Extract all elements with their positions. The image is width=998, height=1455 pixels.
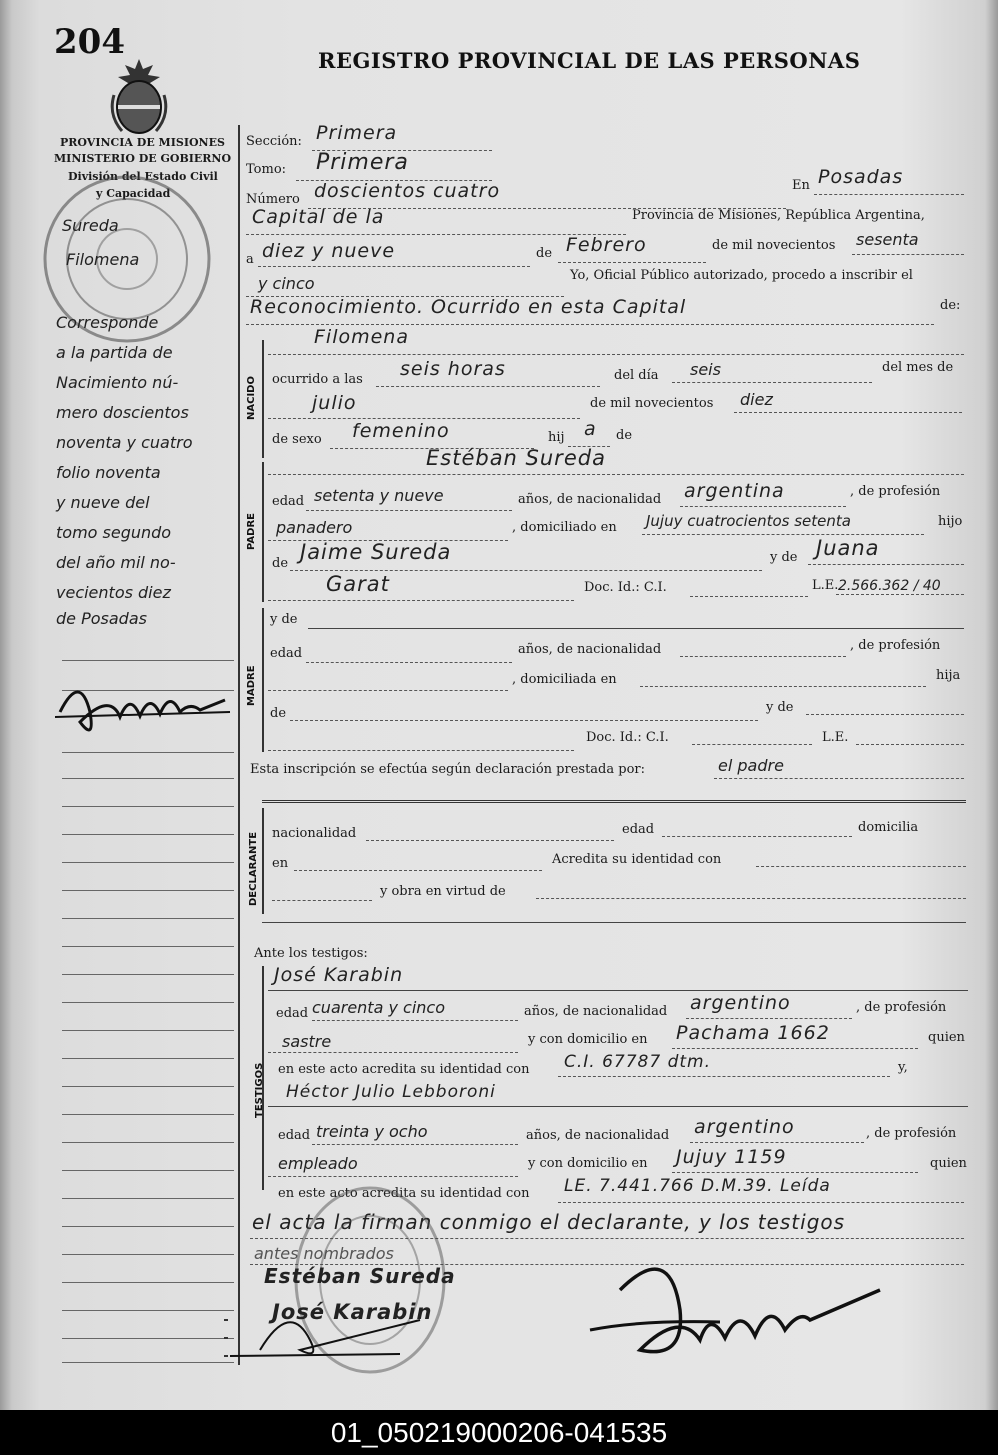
margin-rule [62,1058,234,1059]
margin-rule [62,1338,234,1339]
hij-label: hij [548,430,565,445]
padre-doc-rule [690,596,808,597]
testigo2-edad-value: treinta y ocho [316,1122,428,1141]
sexo-value: femenino [352,420,450,442]
padre-dom-label: , domiciliado en [512,520,617,535]
margin-rule [62,1362,234,1363]
seccion-label: Sección: [246,134,302,149]
madre-edad-label: edad [270,646,303,661]
margin-rule [62,1002,234,1003]
madre-extra-rule [268,750,574,751]
madre-nombre-rule [308,628,964,629]
numero-label: Número [246,192,300,207]
margin-note-line: tomo segundo [56,523,172,542]
margin-rule [62,1198,234,1199]
padre-edad-label: edad [272,494,305,509]
margin-rule [62,946,234,947]
testigo1-prof-label: , de profesión [856,1000,947,1015]
madre-doc-rule [692,744,812,745]
document-id-footer: 01_050219000206-041535 [0,1410,998,1455]
madre-nac-rule [680,656,846,657]
testigo1-prof-value: sastre [282,1032,332,1051]
en-label: En [792,178,810,193]
declarante-bracket [262,808,264,914]
madre-le-rule [856,744,964,745]
testigo2-nombre: Héctor Julio Lebboroni [286,1082,496,1102]
dia-nac-rule [672,382,872,383]
dia-value: diez y nueve [262,240,396,262]
hij-de-label: de [616,428,633,443]
registry-title: REGISTRO PROVINCIAL DE LAS PERSONAS [318,48,861,73]
nacido-nombre: Filomena [314,326,409,348]
numero-value: doscientos cuatro [314,180,501,202]
nacido-section-label: NACIDO [246,376,257,420]
testigo1-nac-value: argentino [690,992,791,1014]
margin-note-line: y nueve del [56,493,150,512]
mes-nac-label: del mes de [882,360,954,375]
margin-rule [62,660,234,661]
abuela-rule [808,564,964,565]
margin-rule [62,1310,234,1311]
mes-nac-rule [268,418,580,419]
declarante-edad-rule [662,836,852,837]
nacido-bracket [262,340,264,458]
nacido-nombre-rule [268,354,964,355]
margin-rule [62,834,234,835]
declaracion-text: Esta inscripción se efectúa según declaración prestada por: [250,762,645,777]
en-rule [814,194,964,195]
declarante-nac-label: nacionalidad [272,826,357,841]
declarante-obra-rule [536,898,966,899]
padre-nac-rule [680,506,846,507]
testigo2-nac-rule [690,1142,864,1143]
sexo-label: de sexo [272,432,322,447]
testigo1-prof-rule [268,1052,518,1053]
margin-rule [62,862,234,863]
ministry-header: MINISTERIO DE GOBIERNO [54,152,232,165]
tomo-value: Primera [316,150,409,175]
abuela-value: Juana [816,536,880,560]
de-label: de [536,246,553,261]
a-label: a [246,252,254,267]
testigo2-dom-label: y con domicilio en [528,1156,648,1171]
testigo2-prof-value: empleado [278,1154,358,1173]
testigo2-nac-value: argentino [694,1116,795,1138]
padre-hijo-label: hijo [938,514,963,529]
oficial-text: Yo, Oficial Público autorizado, procedo a inscribir el [570,268,913,283]
padre-prof-value: panadero [276,518,353,537]
inscribir-value: Reconocimiento. Ocurrido en esta Capital [250,296,687,318]
margin-note-line: de Posadas [56,609,147,628]
testigo1-edad-value: cuarenta y cinco [312,998,445,1017]
coat-of-arms-emblem [108,55,170,137]
page-number: 204 [54,22,125,62]
declaracion-double-rule [262,800,966,803]
testigos-section-label: TESTIGOS [254,1062,265,1118]
dia-rule [258,266,530,267]
mes-rule [558,262,706,263]
testigo1-acredita-label: en este acto acredita su identidad con [278,1062,530,1077]
mil-label: de mil novecientos [590,396,714,411]
madre-yde-label: y de [270,612,298,627]
madre-bracket [262,608,264,752]
padre-nac-value: argentina [684,480,785,502]
declarante-acredita-label: Acredita su identidad con [552,852,722,867]
declarante-en-rule [294,870,542,871]
padre-section-label: PADRE [246,513,257,550]
declaracion-por-value: el padre [718,756,784,775]
madre-doc-label: Doc. Id.: C.I. [586,730,669,745]
margin-rule [62,918,234,919]
testigo2-edad-rule [312,1144,518,1145]
lugar-value: Capital de la [252,206,385,228]
de-colon-label: de: [940,298,961,313]
madre-prof-label: , de profesión [850,638,941,653]
testigo1-edad-rule [312,1020,518,1021]
testigo2-edad-label: edad [278,1128,311,1143]
division-header: División del Estado Civil [68,170,218,183]
hij-value: a [584,418,597,440]
declaracion-rule [714,778,964,779]
madre-de-label: de [270,706,287,721]
hora-value: seis horas [400,358,506,380]
testigo2-prof-label: , de profesión [866,1126,957,1141]
declarante-nac-rule [366,840,614,841]
declarante-section-label: DECLARANTE [248,831,259,906]
madre-nac-label: años, de nacionalidad [518,642,662,657]
anio-nac-value: diez [740,390,773,409]
margin-rule [62,1254,234,1255]
margin-rule [62,1030,234,1031]
declarante-signature: Estéban Sureda [264,1264,456,1288]
hora-rule [376,386,600,387]
madre-yde2-rule [806,714,964,715]
testigo1-quien-label: quien [928,1030,965,1045]
margin-note-line: folio noventa [56,463,161,482]
abuela-apellido-value: Garat [326,572,390,596]
declarante-acredita-rule [756,866,966,867]
inscribir-rule [246,324,934,325]
testigo1-doc-rule [558,1076,890,1077]
padre-nombre-value: Estéban Sureda [426,446,606,470]
declarante-en-label: en [272,856,289,871]
testigo2-quien-label: quien [930,1156,967,1171]
madre-edad-rule [306,662,512,663]
testigo2-dom-rule [672,1172,918,1173]
dia-nac-label: del día [614,368,659,383]
testigo1-dom-rule [672,1048,918,1049]
anio-nac-rule [734,412,962,413]
testigo1-nombre: José Karabin [274,964,404,986]
padre-le-value: 2.566.362 / 40 [838,578,941,594]
madre-prof-rule [268,690,508,691]
madre-dom-label: , domiciliada en [512,672,617,687]
testigo1-y-label: y, [898,1060,908,1075]
padre-yde-label: y de [770,550,798,565]
margin-note-line: vecientos diez [56,583,171,602]
margin-rule [62,890,234,891]
province-header: PROVINCIA DE MISIONES [60,136,225,149]
madre-de-rule [290,720,758,721]
testigo1-dom-value: Pachama 1662 [676,1022,830,1044]
anio-label: de mil novecientos [712,238,836,253]
padre-prof-label: , de profesión [850,484,941,499]
margin-rule [62,752,234,753]
declarante-dom-label: domicilia [858,820,919,835]
margin-rule [62,1226,234,1227]
margin-note-line: Nacimiento nú- [56,373,179,392]
padre-doc-label: Doc. Id.: C.I. [584,580,667,595]
padre-edad-rule [306,510,512,511]
declarante-edad-label: edad [622,822,655,837]
abuela-apellido-rule [268,600,574,601]
margin-note-line: mero doscientos [56,403,189,422]
declarante-extra-rule [272,900,372,901]
testigo2-prof-rule [268,1176,518,1177]
ante-testigos-label: Ante los testigos: [254,946,368,961]
dia-nac-value: seis [690,360,721,379]
anio2-value: y cinco [258,274,315,293]
margin-rule [62,1086,234,1087]
signature-scribble [220,1280,480,1370]
anio-value: sesenta [856,230,919,249]
padre-edad-value: setenta y nueve [314,486,444,505]
en-value: Posadas [818,166,904,188]
margin-note-line: a la partida de [56,343,173,362]
testigo1-nac-rule [686,1018,852,1019]
madre-dom-rule [640,686,926,687]
margin-rule [62,1142,234,1143]
testigo2-nac-label: años, de nacionalidad [526,1128,670,1143]
tomo-label: Tomo: [246,162,287,177]
mes-value: Febrero [566,234,647,256]
testigo2-nombre-rule [268,1106,968,1107]
margin-rule [62,1114,234,1115]
testigo2-dom-value: Jujuy 1159 [676,1146,787,1168]
madre-yde2-label: y de [766,700,794,715]
padre-nombre-rule [268,474,964,475]
ocurrido-label: ocurrido a las [272,372,363,387]
margin-rule [62,806,234,807]
testigo2-acredita-label: en este acto acredita su identidad con [278,1186,530,1201]
testigo1-nombre-rule [268,990,968,991]
padre-le-rule [836,594,964,595]
closing-text: el acta la firman conmigo el declarante, y los testigos [252,1210,846,1234]
testigo1-nac-label: años, de nacionalidad [524,1004,668,1019]
testigo1-edad-label: edad [276,1006,309,1021]
margin-note-line: Sureda [62,216,119,235]
mes-nac-value: julio [312,392,357,414]
provincia-text: Provincia de Misiones, República Argentina, [632,208,925,223]
declarante-obra-label: y obra en virtud de [380,884,506,899]
seccion-value: Primera [316,122,398,144]
declarante-end-rule [262,922,966,923]
officer-signature-margin [50,672,240,752]
madre-le-label: L.E. [822,730,849,745]
padre-dom-rule [642,534,924,535]
testigo1-dom-label: y con domicilio en [528,1032,648,1047]
padre-le-label: L.E. [812,578,839,593]
testigo2-doc-value: LE. 7.441.766 D.M.39. Leída [564,1176,831,1196]
testigo2-doc-rule [558,1202,964,1203]
margin-note-line: Filomena [66,250,140,269]
padre-dom-value: Jujuy cuatrocientos setenta [646,512,851,530]
closing-text-2: antes nombrados [254,1244,394,1263]
abuelo-value: Jaime Sureda [300,540,452,564]
margin-rule [62,1282,234,1283]
margin-rule [62,778,234,779]
padre-bracket [262,462,264,602]
margin-note-line: noventa y cuatro [56,433,193,452]
testigo-signature: José Karabin [272,1300,433,1324]
margin-note-line: del año mil no- [56,553,176,572]
testigo1-doc-value: C.I. 67787 dtm. [564,1052,711,1072]
padre-de-label: de [272,556,289,571]
madre-section-label: MADRE [246,665,257,706]
margin-rule [62,1170,234,1171]
margin-rule [62,974,234,975]
margin-note-line: Corresponde [56,313,159,332]
capacity-header: y Capacidad [96,187,171,200]
officer-signature [580,1250,900,1390]
abuelo-rule [290,570,762,571]
anio-rule [852,254,964,255]
padre-nac-label: años, de nacionalidad [518,492,662,507]
madre-hija-label: hija [936,668,961,683]
